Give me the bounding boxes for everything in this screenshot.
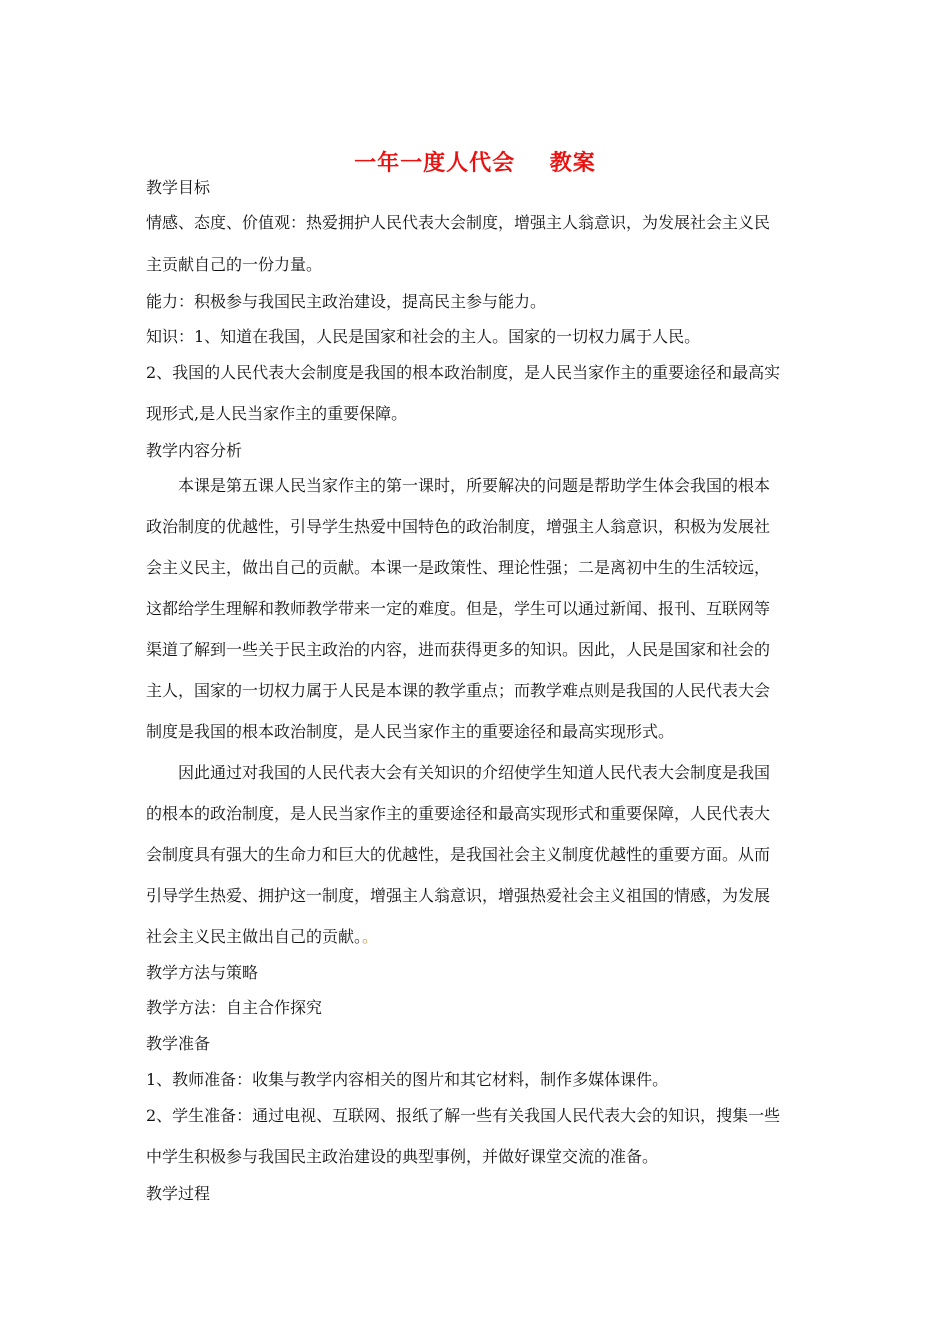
paragraph-line: 制度是我国的根本政治制度，是人民当家作主的重要途径和最高实现形式。 xyxy=(146,722,675,741)
paragraph-line: 会制度具有强大的生命力和巨大的优越性，是我国社会主义制度优越性的重要方面。从而 xyxy=(146,845,771,864)
heading-preparation: 教学准备 xyxy=(146,1034,211,1053)
paragraph-line: 主贡献自己的一份力量。 xyxy=(146,255,323,274)
paragraph-line-last xyxy=(146,927,816,947)
trailing-mark: 。 xyxy=(362,927,379,946)
heading-teaching-goals: 教学目标 xyxy=(146,178,211,197)
paragraph-line: 引导学生热爱、拥护这一制度，增强主人翁意识，增强热爱社会主义祖国的情感，为发展 xyxy=(146,886,771,905)
paragraph-line: 2、学生准备：通过电视、互联网、报纸了解一些有关我国人民代表大会的知识，搜集一些 xyxy=(146,1106,781,1125)
paragraph-line-text: 社会主义民主做出自己的贡献。 xyxy=(146,927,363,946)
paragraph-line: 渠道了解到一些关于民主政治的内容，进而获得更多的知识。因此，人民是国家和社会的 xyxy=(146,640,771,659)
paragraph-line: 知识：1、知道在我国，人民是国家和社会的主人。国家的一切权力属于人民。 xyxy=(146,327,701,346)
paragraph-line: 政治制度的优越性，引导学生热爱中国特色的政治制度，增强主人翁意识，积极为发展社 xyxy=(146,517,771,536)
document-title: 一年一度人代会 教案 xyxy=(354,150,596,176)
heading-content-analysis: 教学内容分析 xyxy=(146,441,243,460)
paragraph-line: 主人，国家的一切权力属于人民是本课的教学重点；而教学难点则是我国的人民代表大会 xyxy=(146,681,771,700)
paragraph-line: 2、我国的人民代表大会制度是我国的根本政治制度，是人民当家作主的重要途径和最高实 xyxy=(146,363,781,382)
paragraph-line: 现形式,是人民当家作主的重要保障。 xyxy=(146,404,408,423)
paragraph-line: 情感、态度、价值观：热爱拥护人民代表大会制度，增强主人翁意识，为发展社会主义民 xyxy=(146,213,771,232)
paragraph-line: 的根本的政治制度，是人民当家作主的重要途径和最高实现形式和重要保障，人民代表大 xyxy=(146,804,771,823)
paragraph-line: 1、教师准备：收集与教学内容相关的图片和其它材料，制作多媒体课件。 xyxy=(146,1070,669,1089)
heading-methods: 教学方法与策略 xyxy=(146,963,259,982)
paragraph-line: 因此通过对我国的人民代表大会有关知识的介绍使学生知道人民代表大会制度是我国 xyxy=(178,763,771,782)
paragraph-line: 会主义民主，做出自己的贡献。本课一是政策性、理论性强；二是离初中生的生活较远， xyxy=(146,558,771,577)
paragraph-line: 本课是第五课人民当家作主的第一课时，所要解决的问题是帮助学生体会我国的根本 xyxy=(178,476,771,495)
paragraph-line: 教学方法：自主合作探究 xyxy=(146,998,323,1017)
paragraph-line: 中学生积极参与我国民主政治建设的典型事例，并做好课堂交流的准备。 xyxy=(146,1147,659,1166)
paragraph-line: 能力：积极参与我国民主政治建设，提高民主参与能力。 xyxy=(146,292,547,311)
paragraph-line: 这都给学生理解和教师教学带来一定的难度。但是，学生可以通过新闻、报刊、互联网等 xyxy=(146,599,771,618)
heading-process: 教学过程 xyxy=(146,1184,211,1203)
